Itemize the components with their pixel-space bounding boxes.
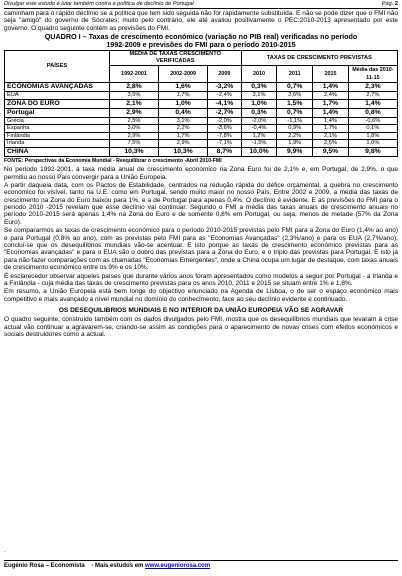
value-cell: 0,9%	[277, 125, 313, 133]
group-header-verified: MÉDIA DE TAXAS CRESCIMENTO VERIFICADAS	[109, 51, 241, 66]
value-cell: 1,5%	[277, 99, 313, 108]
value-cell: 0,1%	[348, 125, 397, 133]
value-cell: 8,7%	[208, 148, 242, 157]
value-cell: 1,4%	[313, 83, 349, 92]
value-cell: 9,5%	[313, 148, 349, 157]
value-cell: 1,4%	[348, 99, 397, 108]
value-cell: -0,6%	[348, 117, 397, 125]
table-row	[5, 148, 398, 157]
col-header-year: 2002-2009	[159, 66, 208, 83]
country-cell: Grécia	[5, 117, 110, 125]
table-row	[5, 99, 398, 108]
value-cell: -3,2%	[208, 83, 242, 92]
value-cell: -2,7%	[208, 108, 242, 117]
document-page	[4, 0, 398, 576]
value-cell: 1,9%	[277, 140, 313, 148]
footer-author: Eugénio Rosa – Economista	[4, 563, 85, 569]
header-text: Divulgar este estudo é lutar também contra a política de declínio de Portugal	[4, 1, 194, 7]
value-cell: -2,4%	[208, 92, 242, 100]
body-paragraph: No período 1992-2001, a taxa média anual de crescimento económico na Zona Euro foi de 2,1% e, em Portugal, de 2,9%, o que permitiu ao nosso País convergir para a União Europeia.	[4, 166, 398, 181]
country-cell: ECONOMIAS AVANÇADAS	[5, 83, 110, 92]
page-footer	[4, 560, 398, 569]
value-cell: -2,0%	[208, 117, 242, 125]
value-cell: 1,4%	[313, 117, 349, 125]
section-title: OS DESEQUILIBRIOS MUNDIAIS E NO INTERIOR DA UNIÃO EUROPEIA VÃO SE AGRAVAR	[58, 307, 344, 315]
table-body	[5, 83, 398, 157]
value-cell: 0,7%	[277, 83, 313, 92]
group-header-forecast: TAXAS DE CRESCIMENTO PREVISTAS	[241, 51, 397, 66]
value-cell: 2,9%	[159, 140, 208, 148]
page-number-label: Pág. 2	[381, 1, 398, 7]
table-row	[5, 92, 398, 100]
value-cell: -1,1%	[277, 117, 313, 125]
value-cell: 3,0%	[109, 125, 158, 133]
value-cell: 10,3%	[109, 148, 158, 157]
value-cell: 1,4%	[313, 108, 349, 117]
value-cell: 0,3%	[241, 108, 277, 117]
value-cell: 1,7%	[313, 125, 349, 133]
page-number: 2	[394, 1, 398, 7]
value-cell: 2,4%	[313, 92, 349, 100]
value-cell: -4,1%	[208, 99, 242, 108]
body-paragraph: Se compararmos as taxas de crescimento económico para o período 2010-2015 previstas pelo FMI para a Zona do Euro (1,4% ao ano) e para Portugal (0,8% ao ano), com as previstas pelo FMI para as "Economias Avançadas" (2,3%/ano) e para os EUA (2,7%/ano), conclui-se que os desequilíbrios mundiais vão-se acentuar. E isto porque as taxas de crescimento económico previstas para as "Economias avançadas" e para o EUA são o dobro das previstas para a Zona do Euro, e o triplo das previstas para Portugal. E isto já para não fazer comparações com as chamadas "Economias Emergentes", onde a China ocupa um lugar de destaque, com taxas anuais de crescimento económico entre os 9% e os 10%.	[4, 227, 398, 272]
table-row	[5, 132, 398, 140]
value-cell: 1,8%	[348, 132, 397, 140]
intro-paragraph: caminham para o rápido declínio se a política que tem sido seguida não for rapidamente substituída. E não se pode dizer que o FMI não seja "amigo" do governo de Sócrates; muito pelo contrário, ele até avaliou positivamente o PEC:2010-2013 apresentado por este governo. O quadro seguinte contém as previsões do FMI.	[4, 10, 398, 32]
value-cell: 2,9%	[109, 108, 158, 117]
value-cell: 1,2%	[241, 132, 277, 140]
value-cell: -7,1%	[208, 140, 242, 148]
value-cell: 9,8%	[348, 148, 397, 157]
body-paragraph: Em resumo, a União Europeia está bem longe do objectivo enunciado na Agenda de Lisboa, o de ser o espaço económico mais competitivo e mais avançado a nível mundial no domínio do conhecimento, face ao seu declínio evidente e continuado.	[4, 288, 398, 303]
value-cell: 2,1%	[109, 99, 158, 108]
value-cell: 1,6%	[159, 83, 208, 92]
value-cell: 2,9%	[109, 132, 158, 140]
value-cell: 1,0%	[348, 140, 397, 148]
table-source: FONTE: Perspectivas da Economia Mundial - Reequilibrar o crescimento -Abril 2010-FMI	[4, 158, 222, 164]
value-cell: 2,8%	[109, 83, 158, 92]
value-cell: 10,3%	[159, 148, 208, 157]
table-title: QUADRO I – Taxas de crescimento económico (variação no PIB real) verificadas no período 1992-2009 e previsões do FMI para o período 2010-2015	[44, 32, 358, 50]
value-cell: 2,2%	[277, 132, 313, 140]
value-cell: -2,0%	[241, 117, 277, 125]
country-cell: Irlanda	[5, 140, 110, 148]
value-cell: 2,3%	[348, 83, 397, 92]
table-row	[5, 83, 398, 92]
value-cell: -0,4%	[241, 125, 277, 133]
country-cell: CHINA	[5, 148, 110, 157]
value-cell: -3,6%	[208, 125, 242, 133]
body-paragraph: A partir daqueia data, com os Pactos de Estabilidade, centrados na redução rápida do défice orçamental, a quebra no crescimento económico foi visível, tanto na U.E. como em Portugal, sendo muito maior no nosso País. Entre 2002 e 2009, a média das taxas de crescimento na Zona do Euro baixou para 1%, e a de Portugal para apenas 0,4%. O declínio é evidente. E as previsões do FMI para o período 2010 -2015 revelam que esse declínio vai continuar. Segundo o FMI a média das taxas anuais de crescimento anuais no período 2010-2015 será apenas 1,4% na Zona do Euro e de somente 0,8% em Portugal, ou seja, menos de metade (57% da Zona Euro).	[4, 182, 398, 226]
value-cell: 3,1%	[159, 117, 208, 125]
value-cell: 9,9%	[277, 148, 313, 157]
value-cell: -1,5%	[241, 140, 277, 148]
footer-website-link[interactable]: www.eugeniorosa.com	[145, 563, 211, 569]
growth-table	[4, 50, 398, 157]
value-cell: -7,8%	[208, 132, 242, 140]
table-row	[5, 108, 398, 117]
country-cell: Espanha	[5, 125, 110, 133]
col-header-average: Média das 2010-11-15	[348, 66, 397, 83]
value-cell: 1,7%	[159, 132, 208, 140]
value-cell: 3,5%	[109, 92, 158, 100]
value-cell: 1,0%	[159, 99, 208, 108]
value-cell: 3,1%	[241, 92, 277, 100]
value-cell: 0,8%	[348, 108, 397, 117]
value-cell: 2,2%	[159, 125, 208, 133]
value-cell: 2,5%	[313, 140, 349, 148]
value-cell: 7,5%	[109, 140, 158, 148]
table-row	[5, 125, 398, 133]
table-row	[5, 140, 398, 148]
country-cell: Portugal	[5, 108, 110, 117]
col-header-year: 1992-2001	[109, 66, 158, 83]
page-header	[4, 0, 398, 9]
stray-dot: .	[4, 548, 6, 554]
value-cell: 10,0%	[241, 148, 277, 157]
value-cell: 2,7%	[348, 92, 397, 100]
table-row	[5, 117, 398, 125]
col-header-year: 2015	[313, 66, 349, 83]
value-cell: 1,7%	[313, 99, 349, 108]
country-cell: Finlândia	[5, 132, 110, 140]
country-cell: ZONA DO EURO	[5, 99, 110, 108]
country-cell: EUA	[5, 92, 110, 100]
col-header-year: 2009	[208, 66, 242, 83]
body-paragraph: É esclarecedor observar aqueles países que durante vários anos foram apresentados como modelos a seguir por Portugal - a Irlanda e a Finlândia - cuja média das taxas de crescimento previstas para os anos 2010, 2011 e 2015 se situam entre 1% e 1,8%.	[4, 272, 398, 287]
value-cell: 2,6%	[277, 92, 313, 100]
table-header-row	[5, 51, 398, 66]
value-cell: 0,7%	[277, 108, 313, 117]
col-header-year: 2010	[241, 66, 277, 83]
value-cell: 2,1%	[313, 132, 349, 140]
footer-more-studies: - Mais estudos em	[91, 563, 144, 569]
value-cell: 0,4%	[159, 108, 208, 117]
section-paragraph: O quadro seguinte, construído também com os dados divulgados pelo FMI, mostra que os desequilíbrios mundiais que levaram à crise actual vão continuar a agravarem-se, criando-se assim as condições para o aparecimento de novas crises com efeitos económicos e sociais destruidores como a actual.	[4, 316, 398, 338]
value-cell: 0,3%	[241, 83, 277, 92]
value-cell: 1,7%	[159, 92, 208, 100]
value-cell: 1,0%	[241, 99, 277, 108]
col-header-year: 2011	[277, 66, 313, 83]
value-cell: 2,5%	[109, 117, 158, 125]
col-header-paises: PAÍSES	[5, 51, 110, 83]
